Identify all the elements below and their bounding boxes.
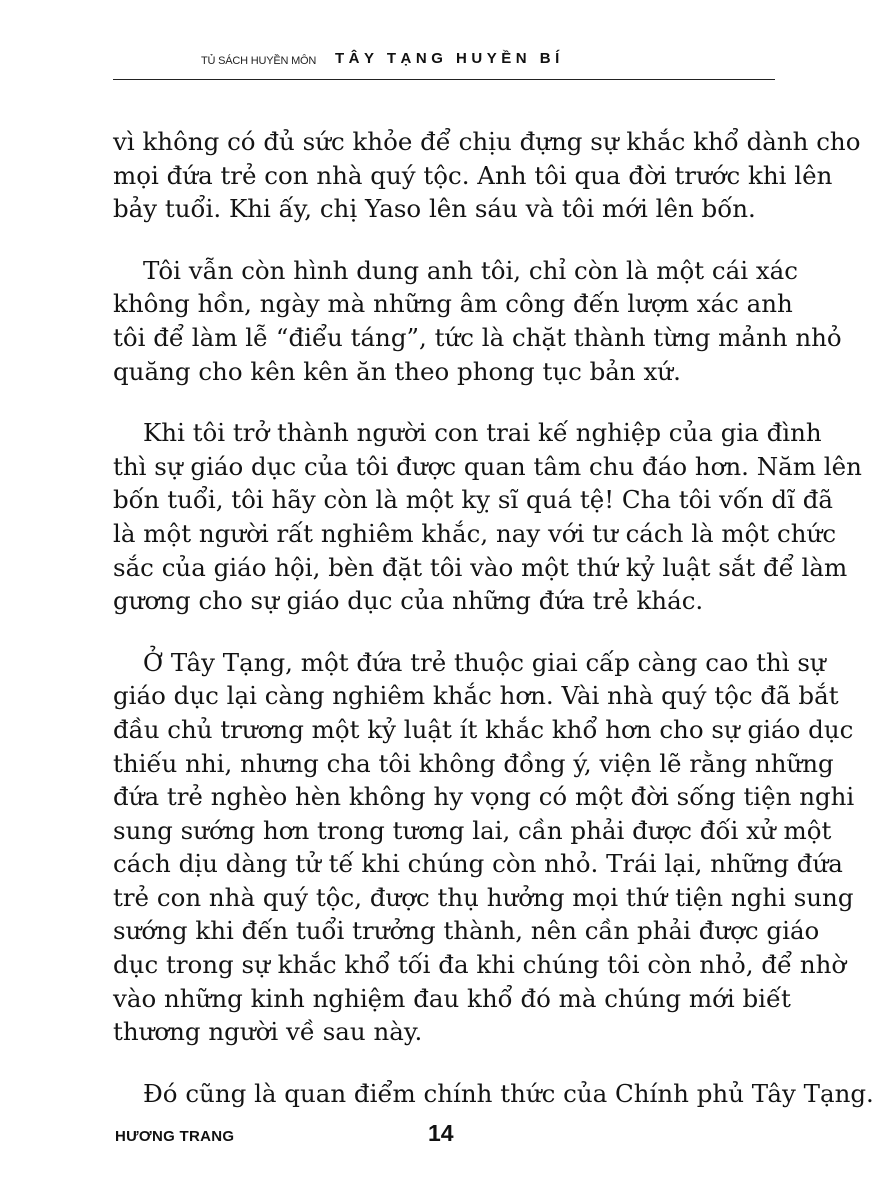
paragraph xyxy=(113,416,862,618)
text-line: không hồn, ngày mà những âm công đến lượm xác anh xyxy=(113,289,793,319)
text-line: thì sự giáo dục của tôi được quan tâm chu đáo hơn. Năm lên xyxy=(113,451,862,481)
text-line: đầu chủ trương một kỷ luật ít khắc khổ hơn cho sự giáo dục xyxy=(113,714,854,744)
text-line: đứa trẻ nghèo hèn không hy vọng có một đời sống tiện nghi xyxy=(113,782,855,812)
header-divider xyxy=(113,79,775,80)
text-line: quăng cho kên kên ăn theo phong tục bản xứ. xyxy=(113,356,681,386)
running-header xyxy=(113,48,773,78)
text-line: Khi tôi trở thành người con trai kế nghiệp của gia đình xyxy=(143,418,822,448)
text-line: thương người về sau này. xyxy=(113,1017,423,1047)
paragraph xyxy=(113,125,861,226)
text-line: Đó cũng là quan điểm chính thức của Chính phủ Tây Tạng. xyxy=(143,1078,874,1108)
text-line: sướng khi đến tuổi trưởng thành, nên cần phải được giáo xyxy=(113,916,820,946)
text-line: mọi đứa trẻ con nhà quý tộc. Anh tôi qua đời trước khi lên xyxy=(113,160,833,190)
page-number: 14 xyxy=(428,1120,454,1146)
page-body xyxy=(113,125,874,1138)
book-title: TÂY TẠNG HUYỀN BÍ xyxy=(335,50,564,67)
text-line: giáo dục lại càng nghiêm khắc hơn. Vài nhà quý tộc đã bắt xyxy=(113,681,839,711)
series-label: TỦ SÁCH HUYỀN MÔN xyxy=(201,55,317,67)
text-line: vào những kinh nghiệm đau khổ đó mà chúng mới biết xyxy=(113,983,791,1013)
publisher-brand: HƯƠNG TRANG xyxy=(115,1128,235,1145)
text-line: bảy tuổi. Khi ấy, chị Yaso lên sáu và tôi mới lên bốn. xyxy=(113,194,756,224)
text-line: bốn tuổi, tôi hãy còn là một kỵ sĩ quá tệ! Cha tôi vốn dĩ đã xyxy=(113,485,834,515)
text-line: cách dịu dàng tử tế khi chúng còn nhỏ. Trái lại, những đứa xyxy=(113,849,843,879)
paragraph xyxy=(113,1077,874,1111)
text-line: là một người rất nghiêm khắc, nay với tư cách là một chức xyxy=(113,518,837,548)
text-line: Tôi vẫn còn hình dung anh tôi, chỉ còn là một cái xác xyxy=(143,255,798,285)
text-line: sắc của giáo hội, bèn đặt tôi vào một thứ kỷ luật sắt để làm xyxy=(113,552,848,582)
text-line: dục trong sự khắc khổ tối đa khi chúng tôi còn nhỏ, để nhờ xyxy=(113,950,847,980)
text-line: sung sướng hơn trong tương lai, cần phải được đối xử một xyxy=(113,815,832,845)
text-line: vì không có đủ sức khỏe để chịu đựng sự khắc khổ dành cho xyxy=(113,127,861,156)
text-line: trẻ con nhà quý tộc, được thụ hưởng mọi thứ tiện nghi sung xyxy=(113,882,854,912)
text-line: gương cho sự giáo dục của những đứa trẻ khác. xyxy=(113,586,704,616)
text-line: Ở Tây Tạng, một đứa trẻ thuộc giai cấp càng cao thì sự xyxy=(143,647,826,677)
text-line: tôi để làm lễ “điểu táng”, tức là chặt thành từng mảnh nhỏ xyxy=(113,322,842,352)
paragraph xyxy=(113,254,842,388)
paragraph xyxy=(113,646,855,1049)
text-line: thiếu nhi, nhưng cha tôi không đồng ý, viện lẽ rằng những xyxy=(113,748,834,778)
